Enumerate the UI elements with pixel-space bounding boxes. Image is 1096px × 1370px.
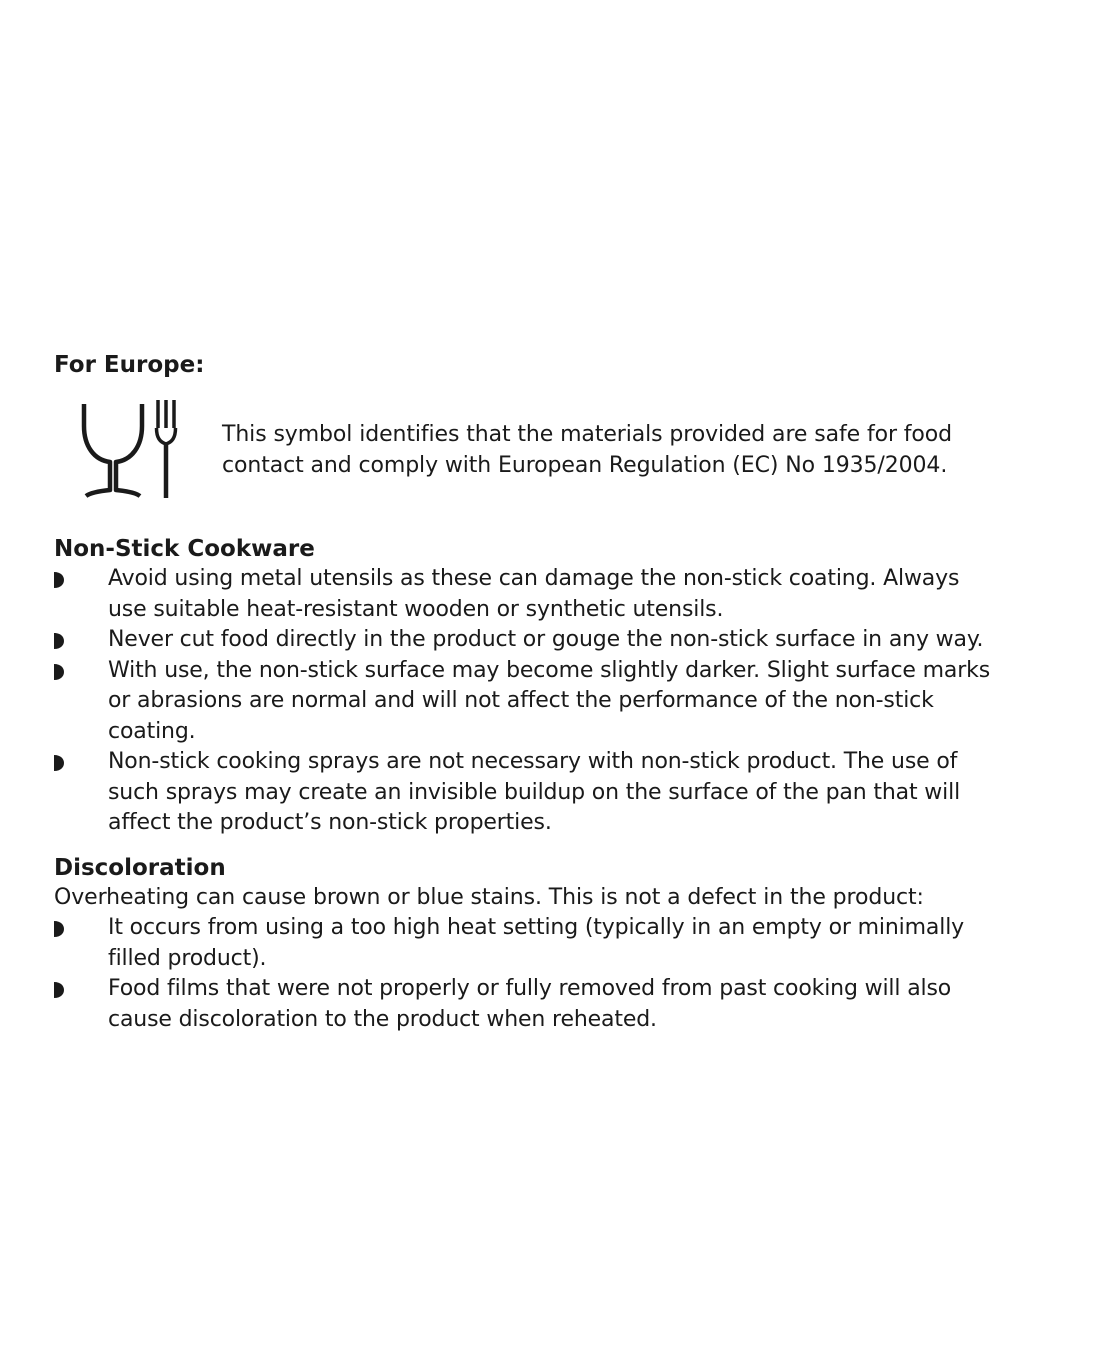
food-safe-glass-fork-icon (80, 398, 180, 502)
europe-symbol-description: This symbol identifies that the materials provided are safe for food contact and comply with European Regulation (EC) No 1935/2004. (222, 422, 953, 478)
half-circle-bullet-icon (54, 633, 64, 649)
europe-heading: For Europe: (54, 352, 205, 378)
europe-section (54, 350, 1086, 520)
half-circle-bullet-icon (54, 982, 64, 998)
nonstick-heading: Non-Stick Cookware (54, 536, 315, 562)
discoloration-heading: Discoloration (54, 854, 226, 881)
nonstick-bullet-list (54, 564, 1086, 839)
list-item-text: Never cut food directly in the product or gouge the non-stick surface in any way. (108, 627, 984, 652)
list-item-text: Non-stick cooking sprays are not necessary with non-stick product. The use of such sprays may create an invisible buildup on the surface of the pan that will affect the product’s non-stick properties. (108, 749, 961, 835)
list-item (54, 747, 1086, 839)
list-item-text: It occurs from using a too high heat setting (typically in an empty or minimally filled product). (108, 915, 965, 971)
list-item (54, 656, 1086, 748)
list-item-text: Avoid using metal utensils as these can damage the non-stick coating. Always use suitable heat-resistant wooden or synthetic utensils. (108, 566, 960, 622)
half-circle-bullet-icon (54, 755, 64, 771)
europe-row (54, 398, 1086, 520)
list-item (54, 564, 1086, 625)
discoloration-intro: Overheating can cause brown or blue stains. This is not a defect in the product: (54, 884, 924, 910)
nonstick-section (54, 534, 1086, 839)
care-instructions (54, 350, 1086, 1035)
half-circle-bullet-icon (54, 921, 64, 937)
discoloration-bullet-list (54, 913, 1086, 1035)
list-item (54, 913, 1086, 974)
discoloration-section (54, 853, 1086, 1036)
list-item-text: Food films that were not properly or fully removed from past cooking will also cause discoloration to the product when reheated. (108, 976, 952, 1032)
half-circle-bullet-icon (54, 572, 64, 588)
list-item-text: With use, the non-stick surface may become slightly darker. Slight surface marks or abrasions are normal and will not affect the performance of the non-stick coating. (108, 657, 991, 744)
list-item (54, 974, 1086, 1035)
list-item (54, 625, 1086, 656)
half-circle-bullet-icon (54, 664, 64, 680)
